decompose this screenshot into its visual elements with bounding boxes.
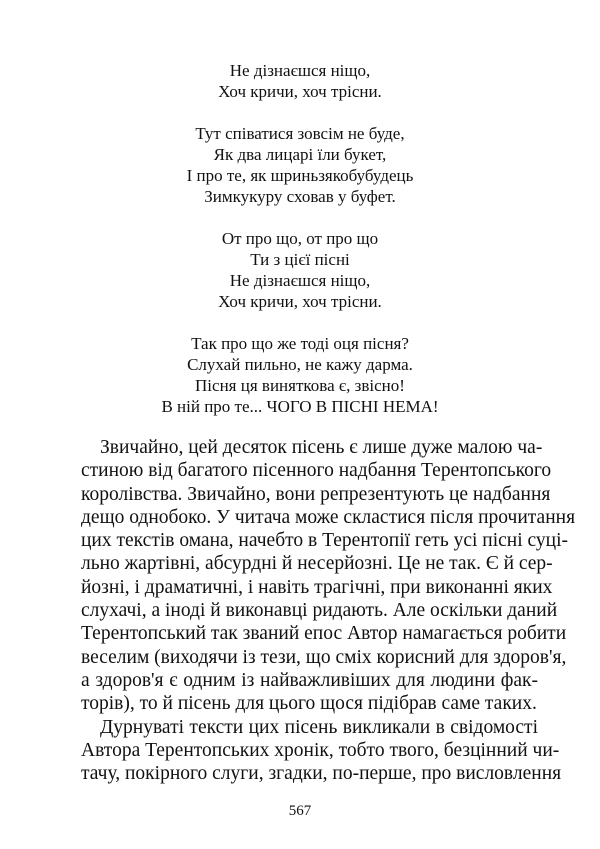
text-line: Звичайно, цей десяток пісень є лише дуже малою ча- (100, 437, 543, 458)
text-line: Дурнуваті тексти цих пісень викликали в свідомості (100, 716, 538, 738)
lyric-line: Хоч кричи, хоч трісни. (218, 292, 382, 311)
text-line: слухачі, а іноді й виконавці ридають. Але оскільки даний (81, 600, 558, 622)
stanza-1 (0, 60, 600, 102)
lyric-line: Так про що же тоді оця пісня? (191, 334, 409, 353)
text-line: королівства. Звичайно, вони репрезентують це надбання (81, 483, 551, 505)
paragraph-1 (62, 436, 576, 716)
text-line: а здоров'я є одним із найважливіших для людини фак- (81, 669, 538, 691)
song-lyrics (0, 60, 600, 437)
lyric-line: Хоч кричи, хоч трісни. (218, 82, 382, 101)
text-line: тачу, покірного слуги, згадки, по-перше, про висловлення (81, 763, 562, 785)
lyric-line: Як два лицарі їли букет, (213, 145, 387, 164)
lyric-line: Не дізнаєшся ніщо, (229, 271, 371, 290)
text-line: Терентопський так званий епос Автор намагається робити (81, 623, 567, 645)
text-line: льно жартівні, абсурдні й несерйозні. Це не так. Є й сер- (81, 553, 553, 575)
lyric-line: Пісня ця виняткова є, звісно! (195, 376, 405, 395)
lyric-line: Ти з цієї пісні (250, 250, 350, 269)
page-number: 567 (288, 803, 312, 819)
text-line: торів), то й пісень для цього щося підібрав саме таких. (81, 693, 537, 715)
text-line: веселим (виходячи із тези, що сміх корисний для здоров'я, (81, 646, 567, 668)
text-line: стиною від багатого пісенного надбання Терентопського (81, 460, 552, 482)
lyric-line: Зимкукуру сховав у буфет. (204, 187, 396, 206)
lyric-line: От про що, от про що (221, 229, 379, 248)
lyric-line: Слухай пильно, не кажу дарма. (187, 355, 413, 374)
stanza-2 (0, 123, 600, 207)
text-line: йозні, і драматичні, і навіть трагічні, при виконанні яких (81, 576, 553, 598)
lyric-line: Не дізнаєшся ніщо, (229, 61, 371, 80)
stanza-4 (0, 333, 600, 417)
lyric-line: Тут співатися зовсім не буде, (195, 124, 405, 143)
text-line: Автора Терентопських хронік, тобто твого, безцінний чи- (81, 739, 560, 761)
text-line: цих текстів омана, начебто в Терентопії геть усі пісні суці- (81, 530, 569, 552)
paragraph-2 (62, 716, 562, 786)
text-line: дещо однобоко. У читача може скластися після прочитання (81, 506, 576, 528)
lyric-line: І про те, як шриньзякобубудець (186, 166, 414, 185)
stanza-3 (0, 228, 600, 312)
lyric-line: В ній про те... ЧОГО В ПІСНІ НЕМА! (161, 397, 439, 416)
body-text (62, 436, 576, 785)
